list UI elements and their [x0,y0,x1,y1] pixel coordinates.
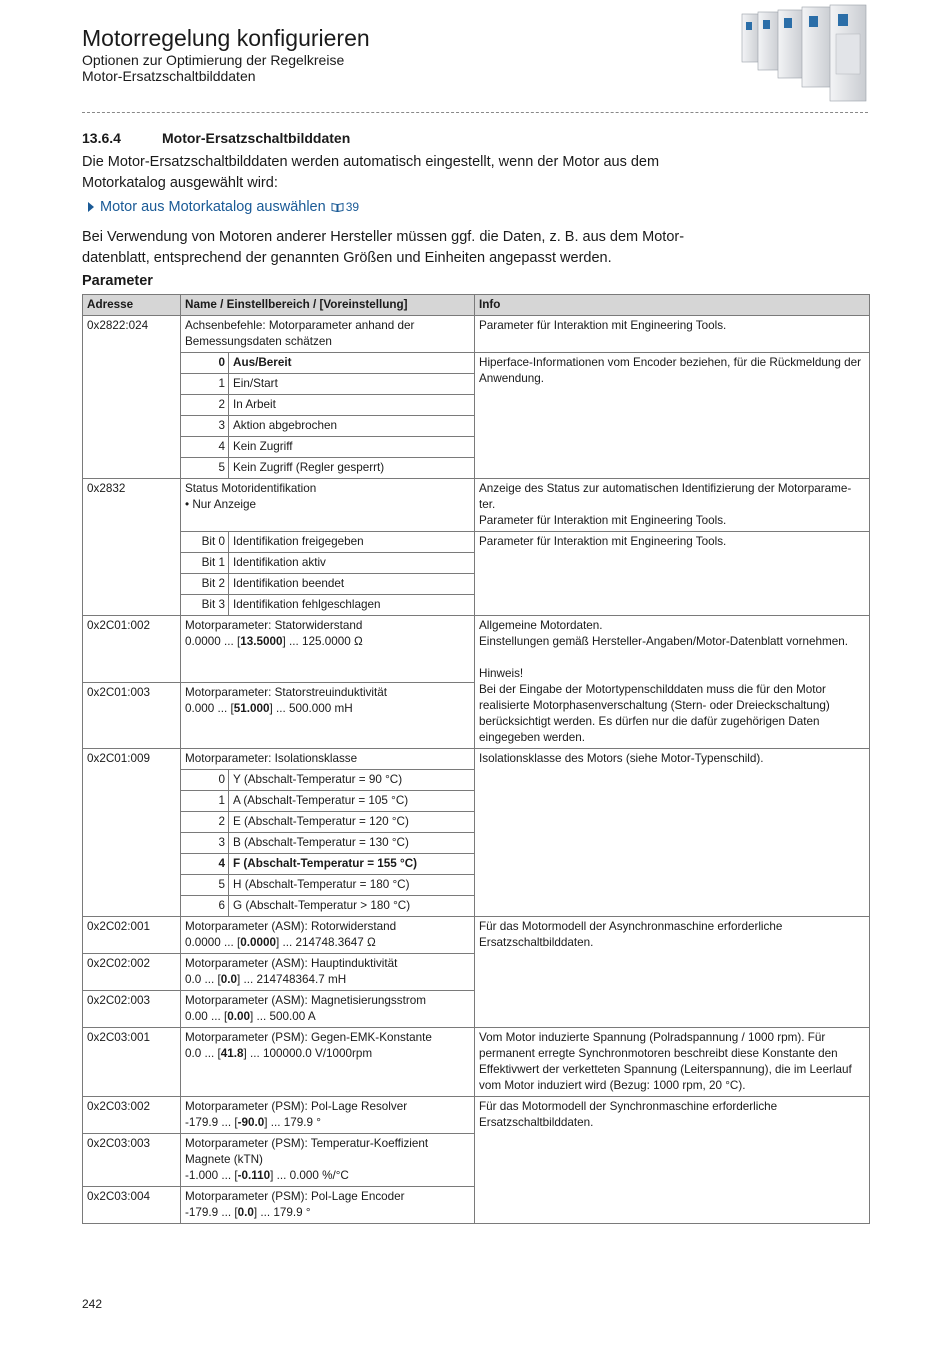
param-name-text: Motorparameter (ASM): Hauptinduktivität [185,957,398,970]
note-line-1: Bei Verwendung von Motoren anderer Hersteller müssen ggf. die Daten, z. B. aus dem Motor- [82,229,685,245]
param-name-text: Motorparameter (ASM): Rotorwiderstand [185,920,397,933]
parameter-heading: Parameter [82,273,153,289]
option-label: H (Abschalt-Temperatur = 180 °C) [229,875,475,896]
range-min: 0.0000 ... [ [185,936,241,949]
option-value: 2 [181,812,229,833]
option-label: F (Abschalt-Temperatur = 155 °C) [229,854,475,875]
section-title: Motor-Ersatzschaltbilddaten [162,130,351,146]
table-row [83,479,870,532]
param-name [181,1134,475,1187]
range-max: ] ... 500.000 mH [269,701,353,715]
param-name [181,1097,475,1134]
param-name [181,1187,475,1224]
range-min: -179.9 ... [ [185,1116,238,1129]
table-row [83,316,870,353]
range-max: ] ... 500.00 A [249,1010,316,1023]
bit-label: Identifikation fehlgeschlagen [229,595,475,616]
motor-catalog-link[interactable] [88,199,359,215]
option-value: 3 [181,833,229,854]
option-row [83,353,870,374]
option-label: Aktion abgebrochen [229,416,475,437]
option-value: 0 [181,353,229,374]
intro-paragraph [82,152,722,194]
param-address: 0x2C01:003 [83,682,181,749]
option-label: E (Abschalt-Temperatur = 120 °C) [229,812,475,833]
note-line-2: datenblatt, entsprechend der genannten Größen und Einheiten angepasst werden. [82,250,612,266]
info-line: Einstellungen gemäß Hersteller-Angaben/Motor-Datenblatt vornehmen. [479,635,849,648]
range-default: -90.0 [237,1116,265,1129]
bit-label: Identifikation aktiv [229,553,475,574]
option-label: B (Abschalt-Temperatur = 130 °C) [229,833,475,854]
param-info [475,479,870,532]
option-label: A (Abschalt-Temperatur = 105 °C) [229,791,475,812]
option-label: Ein/Start [229,374,475,395]
param-name [181,479,475,532]
param-info [475,616,870,749]
range-min: 0.00 ... [ [185,1010,228,1023]
range-default: 13.5000 [240,635,283,648]
param-info: Parameter für Interaktion mit Engineering Tools. [475,316,870,353]
page-title: Motorregelung konfigurieren [82,25,370,51]
range-min: 0.0000 ... [ [185,635,241,648]
intro-line-1: Die Motor-Ersatzschaltbilddaten werden automatisch eingestellt, wenn der Motor aus dem [82,154,660,170]
range-min: 0.0 ... [ [185,973,221,986]
param-name-text: Motorparameter (PSM): Pol-Lage Resolver [185,1100,408,1113]
header-divider [82,112,868,113]
param-address: 0x2822:024 [83,316,181,479]
table-row [83,1097,870,1134]
link-text[interactable]: Motor aus Motorkatalog auswählen [100,199,326,215]
info-line: Allgemeine Motordaten. [479,619,603,632]
param-name [181,917,475,954]
range-default: 0.0 [237,1206,254,1219]
bit-value: Bit 3 [181,595,229,616]
info-line: Bei der Eingabe der Motortypenschilddaten muss die für den Motor realisierte Motorphasenverschaltung (Stern- oder Dreieckschaltung) berücksichtigt werden. Es dürfen nur die dafür zugehörigen Daten eingegeben werden. [479,683,830,744]
range-max: ] ... 179.9 ° [253,1206,311,1219]
param-name [181,991,475,1028]
range-min: 0.000 ... [ [185,701,234,715]
bit-value: Bit 0 [181,532,229,553]
option-label: Aus/Bereit [229,353,475,374]
option-label: Y (Abschalt-Temperatur = 90 °C) [229,770,475,791]
table-row [83,1028,870,1097]
param-name-text: Status Motoridentifikation [185,482,317,495]
range-max: ] ... 214748.3647 Ω [275,936,376,949]
option-value: 5 [181,875,229,896]
range-max: ] ... 125.0000 Ω [282,635,363,648]
param-name-text: Motorparameter (PSM): Pol-Lage Encoder [185,1190,405,1203]
intro-line-2: Motorkatalog ausgewählt wird: [82,175,278,191]
param-address: 0x2C02:003 [83,991,181,1028]
option-value: 2 [181,395,229,416]
option-value: 3 [181,416,229,437]
param-info: Parameter für Interaktion mit Engineering Tools. [475,532,870,616]
param-name-text: Motorparameter: Statorstreuinduktivität [185,685,388,699]
range-min: -1.000 ... [ [185,1169,238,1182]
param-address: 0x2C03:004 [83,1187,181,1224]
option-value: 6 [181,896,229,917]
param-name: Achsenbefehle: Motorparameter anhand der Bemessungsdaten schätzen [181,316,475,353]
param-address: 0x2C01:002 [83,616,181,683]
option-value: 5 [181,458,229,479]
range-min: 0.0 ... [ [185,1047,221,1060]
param-address: 0x2C03:002 [83,1097,181,1134]
option-label: Kein Zugriff (Regler gesperrt) [229,458,475,479]
option-value: 0 [181,770,229,791]
range-default: 51.000 [233,701,270,715]
param-info: Hiperface-Informationen vom Encoder beziehen, für die Rückmeldung der Anwendung. [475,353,870,479]
param-info: Für das Motormodell der Synchronmaschine erforderliche Ersatzschaltbilddaten. [475,1097,870,1224]
range-default: -0.110 [237,1169,271,1182]
bit-row [83,532,870,553]
book-icon [331,202,344,212]
info-line: ter. [479,498,496,511]
bit-value: Bit 1 [181,553,229,574]
param-address: 0x2C03:001 [83,1028,181,1097]
option-label: In Arbeit [229,395,475,416]
range-max: ] ... 100000.0 V/1000rpm [243,1047,373,1060]
param-name-text: Motorparameter: Statorwiderstand [185,619,363,632]
bit-label: Identifikation beendet [229,574,475,595]
param-name-text: Motorparameter (ASM): Magnetisierungsstrom [185,994,426,1007]
param-name-text: Motorparameter (PSM): Gegen-EMK-Konstante [185,1031,432,1044]
param-info: Vom Motor induzierte Spannung (Polradspannung / 1000 rpm). Für permanent erregte Synchronmotoren beschreibt diese Konstante den Effektivwert der verketteten Spannung (Leiterspannung), die im Leerlauf vom Motor induziert wird (Bezug: 1000 rpm, 20 °C). [475,1028,870,1097]
link-page-number: 39 [345,200,360,214]
option-value: 1 [181,791,229,812]
param-info: Isolationsklasse des Motors (siehe Motor-Typenschild). [475,749,870,917]
header-info: Info [475,295,870,316]
param-name: Motorparameter: Isolationsklasse [181,749,475,770]
bit-label: Identifikation freigegeben [229,532,475,553]
page-subtitle: Optionen zur Optimierung der Regelkreise [82,52,345,68]
range-max: ] ... 214748364.7 mH [236,973,347,986]
param-name-text: Motorparameter (PSM): Temperatur-Koeffizient Magnete (kTN) [185,1137,429,1166]
range-max: ] ... 179.9 ° [264,1116,321,1129]
param-address: 0x2C01:009 [83,749,181,917]
param-address: 0x2832 [83,479,181,616]
range-default: 0.0000 [240,936,276,949]
table-row [83,616,870,683]
header-name: Name / Einstellbereich / [Voreinstellung] [181,295,475,316]
range-min: -179.9 ... [ [185,1206,238,1219]
triangle-right-icon [88,202,94,212]
section-number: 13.6.4 [82,130,121,146]
option-value: 1 [181,374,229,395]
param-name [181,616,475,683]
option-value: 4 [181,437,229,458]
table-row [83,917,870,954]
info-line: Anzeige des Status zur automatischen Identifizierung der Motorparame- [479,482,852,495]
range-max: ] ... 0.000 %/°C [270,1169,349,1182]
range-default: 0.0 [220,973,237,986]
note-paragraph [82,227,722,269]
param-address: 0x2C03:003 [83,1134,181,1187]
range-default: 41.8 [220,1047,244,1060]
bit-value: Bit 2 [181,574,229,595]
param-name [181,954,475,991]
param-bullet: • Nur Anzeige [185,498,256,511]
header-address: Adresse [83,295,181,316]
inverter-product-image [740,4,870,104]
range-default: 0.00 [227,1010,250,1023]
param-name [181,1028,475,1097]
option-label: Kein Zugriff [229,437,475,458]
page-subtitle-2: Motor-Ersatzschaltbilddaten [82,68,256,84]
param-info: Für das Motormodell der Asynchronmaschine erforderliche Ersatzschaltbilddaten. [475,917,870,1028]
page-number: 242 [82,1297,103,1311]
param-address: 0x2C02:002 [83,954,181,991]
param-name [181,682,475,749]
table-header-row [83,295,870,316]
param-address: 0x2C02:001 [83,917,181,954]
table-row [83,749,870,770]
info-line: Hinweis! [479,667,524,680]
option-label: G (Abschalt-Temperatur > 180 °C) [229,896,475,917]
info-line: Parameter für Interaktion mit Engineering Tools. [479,514,727,527]
option-value: 4 [181,854,229,875]
parameter-table [82,294,870,1224]
